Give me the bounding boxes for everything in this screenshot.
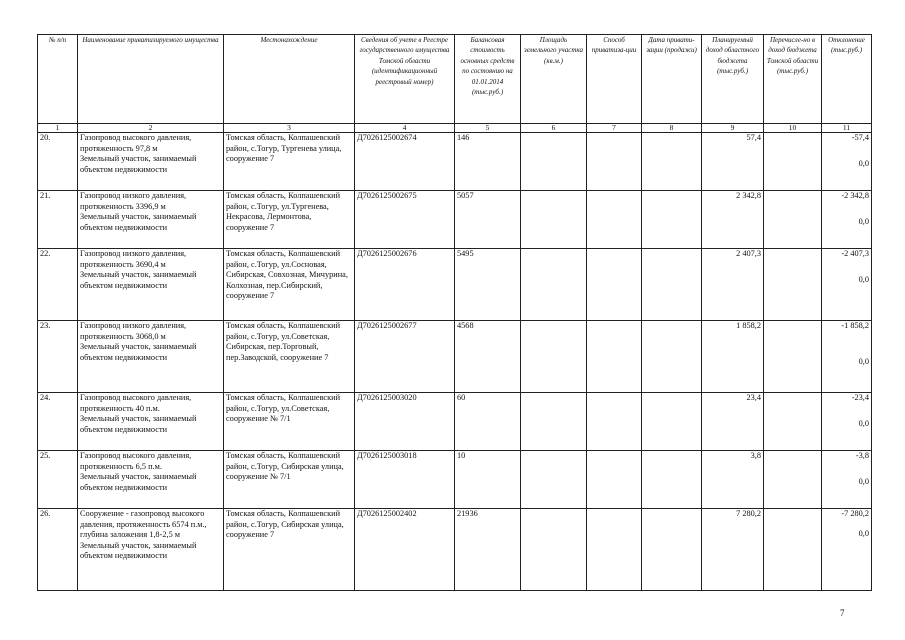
header-method: Способ приватиза-ции xyxy=(587,35,642,124)
header-registry: Сведения об учете в Реестре государственного имущества Томской области (идентификационный реестровый номер) xyxy=(355,35,455,124)
deviation-value: -3,8 xyxy=(855,451,869,460)
deviation-cell xyxy=(822,191,872,249)
privatization-date xyxy=(642,451,702,509)
column-number: 11 xyxy=(822,124,872,133)
balance-value: 21936 xyxy=(455,509,521,591)
row-number: 26. xyxy=(38,509,78,591)
table-row xyxy=(38,451,872,509)
item-name: Газопровод высокого давления, протяженность 97,8 м Земельный участок, занимаемый объектом недвижимости xyxy=(78,133,224,191)
column-number: 8 xyxy=(642,124,702,133)
deviation-land-value: 0,0 xyxy=(858,217,869,226)
item-name: Газопровод высокого давления, протяженность 6,5 п.м. Земельный участок, занимаемый объектом недвижимости xyxy=(78,451,224,509)
item-location: Томская область, Колпашевский район, с.Тогур, ул.Советская, сооружение № 7/1 xyxy=(224,393,355,451)
header-area: Площадь земельного участка (кв.м.) xyxy=(521,35,587,124)
header-balance: Балансовая стоимость основных средств по состоянию на 01.01.2014 (тыс.руб.) xyxy=(455,35,521,124)
column-number: 9 xyxy=(702,124,764,133)
row-number: 22. xyxy=(38,249,78,321)
deviation-cell xyxy=(822,133,872,191)
item-name: Сооружение - газопровод высокого давления, протяженность 6574 п.м., глубина заложения 1,8-2,5 м Земельный участок, занимаемый объектом недвижимости xyxy=(78,509,224,591)
header-name: Наименование приватизируемого имущества xyxy=(78,35,224,124)
page-number: 7 xyxy=(840,608,845,618)
transferred-amount xyxy=(764,249,822,321)
balance-value: 60 xyxy=(455,393,521,451)
table-row xyxy=(38,393,872,451)
column-number: 6 xyxy=(521,124,587,133)
registry-number: Д7026125002674 xyxy=(355,133,455,191)
privatization-method xyxy=(587,321,642,393)
planned-income: 7 280,2 xyxy=(702,509,764,591)
deviation-land-value: 0,0 xyxy=(858,159,869,168)
planned-income: 2 342,8 xyxy=(702,191,764,249)
column-number: 10 xyxy=(764,124,822,133)
deviation-cell xyxy=(822,393,872,451)
column-number: 1 xyxy=(38,124,78,133)
table-row xyxy=(38,191,872,249)
privatization-method xyxy=(587,191,642,249)
deviation-cell xyxy=(822,321,872,393)
table-row xyxy=(38,509,872,591)
planned-income: 57,4 xyxy=(702,133,764,191)
row-number: 21. xyxy=(38,191,78,249)
planned-income: 3,8 xyxy=(702,451,764,509)
deviation-cell xyxy=(822,509,872,591)
item-location: Томская область, Колпашевский район, с.Тогур, Тургенева улица, сооружение 7 xyxy=(224,133,355,191)
header-location: Местонахождение xyxy=(224,35,355,124)
privatization-table xyxy=(37,34,872,591)
land-area xyxy=(521,191,587,249)
privatization-method xyxy=(587,249,642,321)
land-area xyxy=(521,393,587,451)
balance-value: 5495 xyxy=(455,249,521,321)
deviation-land-value: 0,0 xyxy=(858,529,869,538)
header-transferred: Перечисле-но в доход бюджета Томской области (тыс.руб.) xyxy=(764,35,822,124)
transferred-amount xyxy=(764,321,822,393)
item-name: Газопровод высокого давления, протяженность 40 п.м. Земельный участок, занимаемый объектом недвижимости xyxy=(78,393,224,451)
transferred-amount xyxy=(764,451,822,509)
deviation-value: -2 342,8 xyxy=(841,191,869,200)
deviation-value: -1 858,2 xyxy=(841,321,869,330)
transferred-amount xyxy=(764,133,822,191)
registry-number: Д7026125003018 xyxy=(355,451,455,509)
table-body xyxy=(38,133,872,591)
privatization-method xyxy=(587,133,642,191)
balance-value: 4568 xyxy=(455,321,521,393)
deviation-cell xyxy=(822,249,872,321)
registry-number: Д7026125002676 xyxy=(355,249,455,321)
deviation-value: -2 407,3 xyxy=(841,249,869,258)
column-number: 5 xyxy=(455,124,521,133)
column-number: 2 xyxy=(78,124,224,133)
balance-value: 146 xyxy=(455,133,521,191)
deviation-cell xyxy=(822,451,872,509)
item-location: Томская область, Колпашевский район, с.Тогур, ул.Советская, Сибирская, пер.Торговый, пер.Заводской, сооружение 7 xyxy=(224,321,355,393)
item-name: Газопровод низкого давления, протяженность 3690,4 м Земельный участок, занимаемый объектом недвижимости xyxy=(78,249,224,321)
header-deviation: Отклонение (тыс.руб.) xyxy=(822,35,872,124)
land-area xyxy=(521,451,587,509)
column-number: 7 xyxy=(587,124,642,133)
transferred-amount xyxy=(764,393,822,451)
item-name: Газопровод низкого давления, протяженность 3396,9 м Земельный участок, занимаемый объектом недвижимости xyxy=(78,191,224,249)
registry-number: Д7026125003020 xyxy=(355,393,455,451)
row-number: 24. xyxy=(38,393,78,451)
privatization-date xyxy=(642,249,702,321)
header-row xyxy=(38,35,872,124)
deviation-land-value: 0,0 xyxy=(858,419,869,428)
privatization-date xyxy=(642,133,702,191)
land-area xyxy=(521,509,587,591)
item-location: Томская область, Колпашевский район, с.Тогур, Сибирская улица, сооружение № 7/1 xyxy=(224,451,355,509)
deviation-land-value: 0,0 xyxy=(858,357,869,366)
row-number: 23. xyxy=(38,321,78,393)
deviation-value: -57,4 xyxy=(851,133,869,142)
row-number: 20. xyxy=(38,133,78,191)
balance-value: 5057 xyxy=(455,191,521,249)
privatization-date xyxy=(642,321,702,393)
table-row xyxy=(38,133,872,191)
privatization-method xyxy=(587,509,642,591)
privatization-date xyxy=(642,509,702,591)
land-area xyxy=(521,133,587,191)
item-location: Томская область, Колпашевский район, с.Тогур, ул.Сосновая, Сибирская, Совхозная, Мичурина, Колхозная, пер.Сибирский, сооружение 7 xyxy=(224,249,355,321)
deviation-value: -23,4 xyxy=(851,393,869,402)
deviation-value: -7 280,2 xyxy=(841,509,869,518)
land-area xyxy=(521,249,587,321)
register-page xyxy=(37,34,871,591)
table-row xyxy=(38,249,872,321)
header-number: № п/п xyxy=(38,35,78,124)
column-number: 3 xyxy=(224,124,355,133)
privatization-method xyxy=(587,451,642,509)
header-planned: Планируемый доход областного бюджета (тыс.руб.) xyxy=(702,35,764,124)
privatization-date xyxy=(642,191,702,249)
deviation-land-value: 0,0 xyxy=(858,275,869,284)
privatization-method xyxy=(587,393,642,451)
registry-number: Д7026125002675 xyxy=(355,191,455,249)
transferred-amount xyxy=(764,509,822,591)
deviation-land-value: 0,0 xyxy=(858,477,869,486)
planned-income: 2 407,3 xyxy=(702,249,764,321)
header-date: Дата привати-зации (продажи) xyxy=(642,35,702,124)
registry-number: Д7026125002402 xyxy=(355,509,455,591)
balance-value: 10 xyxy=(455,451,521,509)
column-number-row xyxy=(38,124,872,133)
land-area xyxy=(521,321,587,393)
item-name: Газопровод низкого давления, протяженность 3068,0 м Земельный участок, занимаемый объектом недвижимости xyxy=(78,321,224,393)
planned-income: 1 858,2 xyxy=(702,321,764,393)
privatization-date xyxy=(642,393,702,451)
registry-number: Д7026125002677 xyxy=(355,321,455,393)
item-location: Томская область, Колпашевский район, с.Тогур, ул.Тургенева, Некрасова, Лермонтова, сооружение 7 xyxy=(224,191,355,249)
planned-income: 23,4 xyxy=(702,393,764,451)
row-number: 25. xyxy=(38,451,78,509)
item-location: Томская область, Колпашевский район, с.Тогур, Сибирская улица, сооружение 7 xyxy=(224,509,355,591)
column-number: 4 xyxy=(355,124,455,133)
transferred-amount xyxy=(764,191,822,249)
table-row xyxy=(38,321,872,393)
